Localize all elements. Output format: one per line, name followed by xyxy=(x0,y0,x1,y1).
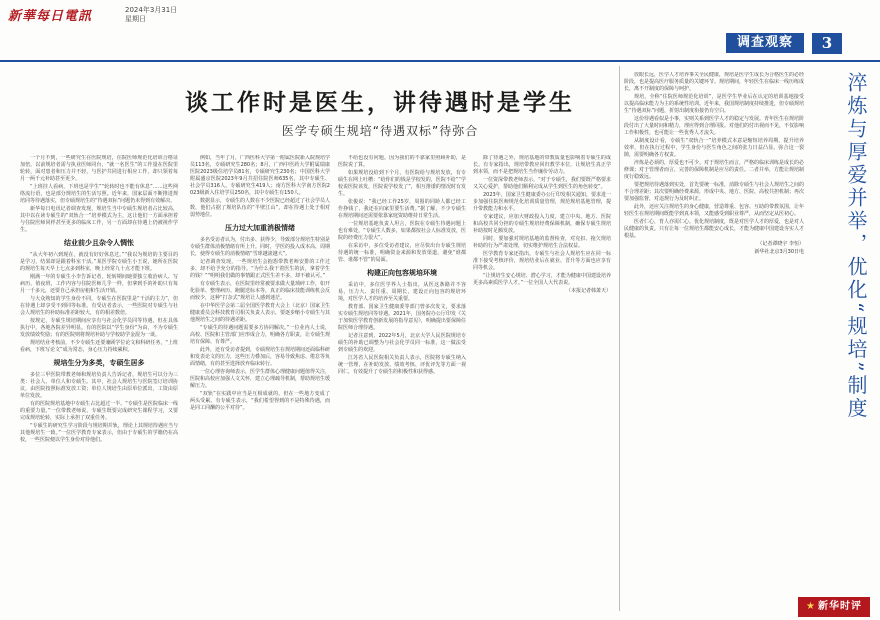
paragraph: 规培结业考核前，不少专硕生还要兼顾学位论文和科研任务，“上班看病，下班写论文”成为常态，身心压力持续累积。 xyxy=(20,340,178,353)
masthead xyxy=(0,0,880,62)
paragraph: “从大年初六到现在，就没有好好休息过。”“我以为规培的主要目的是学习，结果却是跟着科室干活。”某医学院专硕生小王说，她所在医院的规培生每天早上七点多到科室，晚上经常九十点才能下班。 xyxy=(20,252,178,272)
paragraph: 张俊说：“我已经工作25岁，周围的同龄人都已经工作挣钱了，我还在向家里要生活费。”据了解，不少专硕生在规培期间还需要依靠家庭资助维持日常生活。 xyxy=(338,199,466,219)
paragraph: 江苏省人民医院相关负责人表示，医院将专硕生纳入统一管理，在补助发放、绩效考核、评优评先等方面一视同仁，有效提升了专硕生的积极性和获得感。 xyxy=(338,355,466,375)
paragraph: 2023年，国家卫生健康委办公厅印发相关通知，要求进一步加强住院医师规范化培训质量管理，规范规培基地管理，提升带教能力和水平。 xyxy=(473,192,611,212)
paragraph: 教育部、国家卫生健康委等部门曾多次发文，要求落实专硕生规培同等待遇。2021年，国务院办公厅印发《关于加快医学教育创新发展的指导意见》，明确提出要保障住院医师合理待遇。 xyxy=(338,304,466,331)
paragraph: 多位三甲医院带教老师和规培负责人告诉记者，规培生可以分为三类：社会人、单位人和专硕生。其中，社会人规培生与医院签订培训协议，由医院按照标准发放工资；单位人规培生由原单位派出，工资由原单位发放。 xyxy=(20,372,178,399)
section-heading: 压力过大加重消极情绪 xyxy=(225,224,295,232)
section-heading: 规培生分为多类，专硕生居多 xyxy=(53,359,145,367)
column-divider xyxy=(619,66,620,611)
paragraph: 一位资深带教老师表示，“对于专硕生，我们要既严格要求又关心爱护，帮助他们顺利完成从学生到医生的角色转变”。 xyxy=(473,177,611,190)
paragraph: 记者注意到，2022年5月，北京大学人民医院规培专硕生的补助已调整为与社会化学员同一标准，这一做法受到专硕生的欢迎。 xyxy=(338,333,466,353)
article-column-2 xyxy=(190,155,330,610)
section-heading: 结业前少且杂令人惆怅 xyxy=(64,239,134,247)
paragraph: 一位规培基地负责人坦言，医院在专硕生待遇问题上也有难处，“专硕生人数多，如果都按社会人标准发放，医院的经费压力很大”。 xyxy=(338,221,466,241)
paragraph: 多名受访者认为，付出多、获得少，导致部分规培生特别是专硕生群体消极情绪有所上升。同时，学医的投入成本高、周期长，使得专硕生的消极情绪“雪球越滚越大”。 xyxy=(190,237,330,257)
paragraph: 有的医院规培基地中专硕生占比超过一半。“专硕生是医院临床一线的重要力量。”一位带教老师说，专硕生既要完成研究生课程学习，又要完成规培轮转，实际上承担了双重任务。 xyxy=(20,401,178,421)
paragraph: 此外，还应关注规培生的身心健康，营造尊重、包容、互助的带教氛围，让年轻医生在规培期间既能学到真本领，又能感受到职业尊严，从而坚定从医初心。 xyxy=(624,204,804,217)
article-column-3 xyxy=(338,155,466,610)
paragraph: 规培，全称“住院医师规范化培训”，是医学生毕业后在认定的培训基地接受以提高临床能力为主的系统性培训。近年来，我国规培制度持续推进，但专硕规培生“待遇双标”问题，折射出制度衔接仍有空白。 xyxy=(624,94,804,114)
issue-date: 2024年3月31日 xyxy=(125,6,178,14)
paragraph: 与大众熟知的学生身份不同，专硕生在医院里是“干活的主力”，但在待遇上却享受不到同等标准。有受访者表示，一些医院对专硕生与社会人规培生的补助标准差距较大，有的相差数倍。 xyxy=(20,296,178,316)
page-number: 3 xyxy=(812,33,842,54)
paragraph: 专家建议，应加大财政投入力度，建立中央、地方、医院和高校共同分担的专硕生规培经费保障机制，确保专硕生规培补助按时足额发放。 xyxy=(473,214,611,234)
paragraph: 在中华医学会第二届全国医学教育大会上（北京）国家卫生健康委员会科技教育司相关负责人表示，要逐步缩小专硕生与其他规培生之间的待遇差距。 xyxy=(190,303,330,323)
paragraph: “专硕生的研究生学习阶段与规培期并轨，理论上其规培待遇应当与其他规培生一致。”一位医学教育专家表示，但由于专硕生的学籍仍在高校，一些医院便以学生身份对待他们。 xyxy=(20,423,178,443)
paragraph: 此外，还有受访者提到，专硕规培生在规培期间还面临科研和发表论文的压力，这些压力叠加后，容易导致焦虑、倦怠等负面情绪，有的甚至选择放弃临床转行。 xyxy=(190,347,330,367)
commentary-credit: （记者谭晓宇 李恒） xyxy=(757,241,804,247)
paragraph: 除了待遇之外，规培基地的带教质量也影响着专硕生的成长。有专家指出，规培带教应回归教学本位，让规培生真正学到本领，而不是把规培生当作廉价劳动力。 xyxy=(473,155,611,175)
paragraph: 从制度设计看，专硕生“双轨合一”培养模式本意是缩短培养周期、提升培养效率，但在执行过程中，学生身份与医生角色之间的张力日益凸显。弥合这一裂隙，需要明确各方权责。 xyxy=(624,138,804,158)
issue-date-block xyxy=(125,6,177,24)
paragraph: 放眼长远，医学人才培养事关全民健康，规培是医学生成长为合格医生的必经阶段，也是提高医疗服务质量的关键环节。规培期间，年轻医生在临床一线历练成长，离不开制度的保障与呵护。 xyxy=(624,72,804,92)
paragraph: 一位心理咨询师表示，医学生群体心理健康问题值得关注，医院和高校应加强人文关怀，建立心理疏导机制，帮助规培生缓解压力。 xyxy=(190,369,330,389)
paragraph: 一个月不到，一些研究生在医院规培，住院医师规范化培训合格证加倍。以前规培者需与执业医师同台，“就一名医生”的工作量在医院里轮转，面对患者和压力并不轻，与医护共同进行相应工作，却只领着每月一两千元补助甚至更少。 xyxy=(20,155,178,182)
paragraph: 新华每日电讯记者调查发现，规培生当中专硕生规培者占比较高，其中以在读专硕生的“双轨合一”培养模式为主，这让他们一方面承担着与住院医师同样甚至更多的临床工作，另一方面却在待遇上仍被视作学生。 xyxy=(20,206,178,233)
paragraph: 同时，要加强对规培基地的监督检查，对克扣、拖欠规培补助的行为严肃处理，切实维护规培生合法权益。 xyxy=(473,236,611,249)
commentary-badge xyxy=(798,597,870,617)
article-headline: 谈工作时是医生，讲待遇时是学生 xyxy=(185,89,575,116)
article-column-4 xyxy=(473,155,611,610)
paragraph: 刚满一年的专硕生小李告诉记者，轮转期间她要独立收治病人、写病历、值夜班，工作内容与住院医师几乎一样，但拿到手的补助只有每月一千多元，还要自己承担房租和生活开销。 xyxy=(20,274,178,294)
paragraph: 这份待遇看似是小事，实则关系到医学人才的稳定与发展。青年医生在规培阶段付出了大量时间和精力，理应得到合理回报。对他们的付出视而不见，不仅影响工作积极性，也可能让一些优秀人才流失。 xyxy=(624,116,804,136)
paragraph: 医学教育专家还指出，专硕生与社会人规培生应在同一标准下接受考核评价，规培结业后在就业、晋升等方面也应享有同等机会。 xyxy=(473,251,611,271)
newspaper-logo: 新華每日電訊 xyxy=(8,9,93,24)
paragraph: “专硕生的待遇问题需要多方协同解决。”一位业内人士说，高校、医院和主管部门应形成合力，明确各方职责，让专硕生规培有保障、有尊严。 xyxy=(190,325,330,345)
paragraph: “双轨”在实践中应当是互相成就的，但在一些地方变成了两头受累。有专硕生表示，“我们希望得到的不是特殊待遇，而是同工同酬的公平对待”。 xyxy=(190,391,330,411)
paragraph: “让规培生安心规培、潜心学习，才能为健康中国建设培养更多高素质医学人才。”一位全国人大代表说。 xyxy=(473,273,611,286)
article-credit: （本报记者韩萧天） xyxy=(565,288,611,294)
paragraph: “上班挂人看病，下班也是学生”“轮转时也不能有休息”……这些网络流行语，也是部分规培生的生活写照。近年来，国家层面不断推进规培同等待遇落实，但专硕规培生的“待遇双标”问题仍未得到有效解决。 xyxy=(20,184,178,204)
paragraph: 按规定，专硕生规培期间应享有与社会化学员同等待遇，但在具体执行中，各地各院差异明显。有的医院以“学生身份”为由，不为专硕生发放绩效奖励；有的医院则将规培补助与学校助学金混为一谈。 xyxy=(20,318,178,338)
commentary-title: 淬炼与厚爱并举，优化“规培”制度 xyxy=(844,72,868,421)
paragraph: 淬炼是必须的，厚爱也不可少。对于规培生而言，严格的临床训练是成长的必修课；对于管理者而言，完善的保障机制是应尽的责任。二者并举，方能让规培制度行稳致远。 xyxy=(624,160,804,180)
paragraph: 记者调查发现，一些规培生会抱怨带教老师安排的工作过多，却不给予充分的指导。“为什么我干着医生的活，拿着学生的钱？”“明明我们做的事情跟正式医生差不多，却不被认可。” xyxy=(190,259,330,279)
paragraph: 采访中，多位医学界人士指出，从医这条路并不容易，压力大、责任重、周期长，建设正向包容的规培环境，对医学人才的培养至关重要。 xyxy=(338,282,466,302)
paragraph: 例如，当年了月，广西医科大学第一附属医院新入院规培学员113名，专硕研究生280名；8月，广西中医药大学附属瑞康医院2023级住培学员81名，专硕研究生230名；中国医科大学附属盛京医院2023年9月共招住院医师635名，其中专硕生、社会学员316人，专硕研究生419人；南方医科大学南方医院2023级新入住培学员250名，其中专硕生有150人。 xyxy=(190,155,330,196)
masthead-rule xyxy=(0,60,880,62)
paragraph: 医者仁心，育人亦需仁心。优化规培制度，既是对医学人才的厚爱，也是对人民健康的负责。只有让每一位规培生都能安心成长，才能为健康中国建设夯实人才根基。 xyxy=(624,219,804,239)
section-title: 调查观察 xyxy=(726,33,804,53)
commentary-body xyxy=(624,72,804,610)
article-column-1 xyxy=(20,155,178,610)
star-icon: ★ xyxy=(806,601,816,612)
paragraph: 有专硕生表示，在医院里经常被要求做大量琐碎工作，如开化验单、整理病历、跑腿送标本等，真正的临床技能训练机会反而较少，这种“打杂式”规培让人感到迷茫。 xyxy=(190,281,330,301)
commentary-dateline: 新华社北京3月30日电 xyxy=(754,249,804,255)
article-subheadline: 医学专硕生规培“待遇双标”待弥合 xyxy=(281,124,479,138)
commentary-badge-label: 新华时评 xyxy=(817,601,862,612)
paragraph: 要把规培待遇落到实处，首先要统一标准，消除专硕生与社会人规培生之间的不合理差距；其次要明确经费来源，形成中央、地方、医院、高校共担机制；再次要加强监督，对违规行为及时纠正。 xyxy=(624,182,804,202)
paragraph: 数据显示，专硕生的人数在不少医院已经超过了社会学员人数，他们占据了规培队伍的“半壁江山”，却在待遇上处于相对弱势地位。 xyxy=(190,198,330,218)
paragraph: 不给也没有问题。因为我们的不靠家里照顾补助，是医院说了算。 xyxy=(338,155,466,168)
paragraph: 如果规培没给到下个月，有医院给与规培发放，有专硕生在网上吐槽：“给你们的钱是学校发的，医院不给”“学校说医院该发，医院说学校发了”，相互推诿的情况时有发生。 xyxy=(338,170,466,197)
paragraph: 在采访中，多位受访者建议，应尽快出台专硕生规培待遇的统一标准，明确资金来源和发放渠道，避免“谁都管、谁都不管”的局面。 xyxy=(338,243,466,263)
section-heading: 构建正向包容规培环境 xyxy=(367,269,437,277)
issue-weekday: 星期日 xyxy=(125,15,146,23)
